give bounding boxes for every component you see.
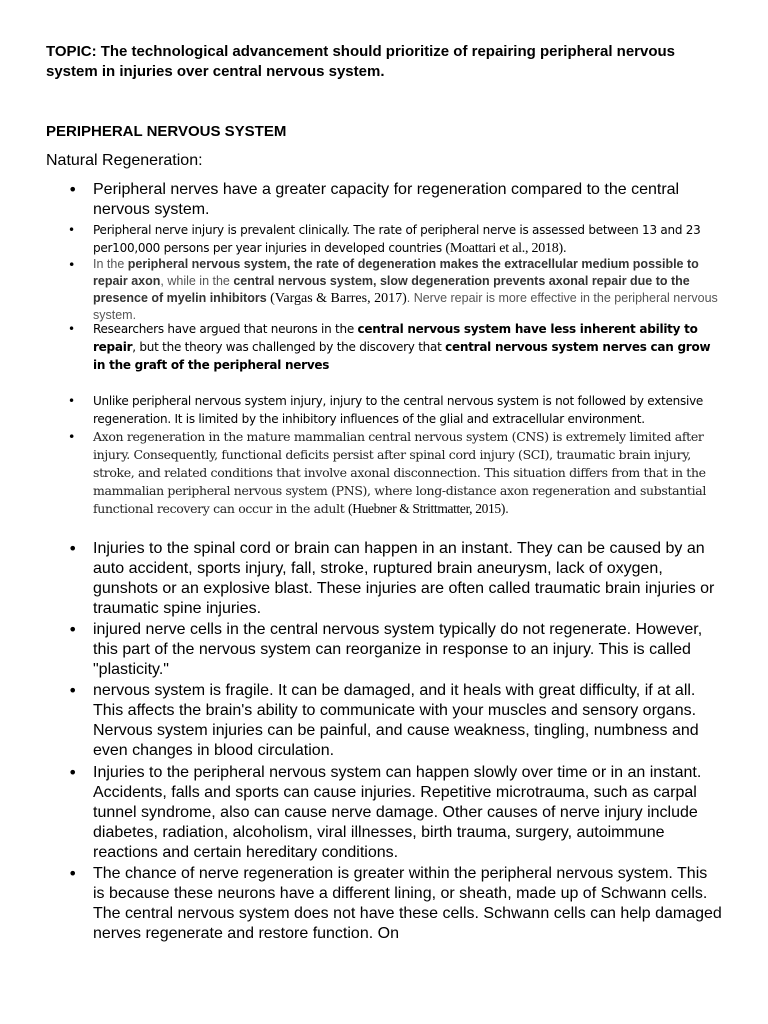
bullet-text-end: . <box>504 501 509 516</box>
bullet-item-4 <box>93 320 723 374</box>
bullet-item-5: • Unlike peripheral nervous system injury, injury to the central nervous system is not followed by extensive regeneration. It is limited by the inhibitory influences of the glial and extracellular environment. <box>93 392 723 428</box>
bullet-item-1: • Peripheral nerves have a greater capacity for regeneration compared to the central nervous system. <box>93 180 723 220</box>
bullet-text-end: . <box>562 241 567 255</box>
bullet-text: , while in the <box>160 274 234 288</box>
bullet-item-8: • injured nerve cells in the central nervous system typically do not regenerate. However, this part of the nervous system can reorganize in response to an injury. This is called "plasticity." <box>93 620 723 680</box>
bullet-item-3 <box>93 256 723 324</box>
bullet-text: Researchers have argued that neurons in the <box>93 322 358 336</box>
topic-heading: TOPIC: The technological advancement should prioritize of repairing peripheral nervous system in injuries over central nervous system. <box>46 43 676 80</box>
bullet-text: Peripheral nerve injury is prevalent clinically. The rate of peripheral nerve is assessed between 13 and 23 per100,000 persons per year injuries in developed countries <box>93 223 701 255</box>
bullet-text: Axon regeneration in the mature mammalian central nervous system (CNS) is extremely limited after injury. Consequently, functional deficits persist after spinal cord injury (SCI), traumatic brain injury, stroke, and related conditions that involve axonal disconnection. This situation differs from that in the mammalian peripheral nervous system (PNS), where long-distance axon regeneration and substantial functional recovery can occur in the adult <box>93 429 706 516</box>
bold-text: central nervous system, slow degeneration prevents axonal repair due to the presence of myelin inhibitors <box>93 274 690 305</box>
bullet-item-7: • Injuries to the spinal cord or brain can happen in an instant. They can be caused by an auto accident, sports injury, fall, stroke, ruptured brain aneurysm, lack of oxygen, gunshots or an explosive blast. These injuries are often called traumatic brain injuries or traumatic spine injuries. <box>93 539 723 619</box>
bullet-item-10: • Injuries to the peripheral nervous system can happen slowly over time or in an instant. Accidents, falls and sports can cause injuries. Repetitive microtrauma, such as carpal tunnel syndrome, also can cause nerve damage. Other causes of nerve injury include diabetes, radiation, alcoholism, viral illnesses, birth trauma, surgery, autoimmune reactions and certain hereditary conditions. <box>93 763 723 863</box>
bold-text: central nervous system nerves can grow in the graft of the peripheral nerves <box>93 340 711 372</box>
bullet-text: , but the theory was challenged by the discovery that <box>132 340 446 354</box>
bullet-text: . Nerve repair is more effective in the peripheral nervous system. <box>93 291 718 322</box>
citation: (Moattari et al., 2018) <box>445 241 563 256</box>
bold-text: peripheral nervous system, the rate of degeneration makes the extracellular medium possible to repair axon <box>93 257 699 288</box>
bullet-item-2 <box>93 221 723 258</box>
bullet-text: In the <box>93 257 128 271</box>
bullet-item-9: • nervous system is fragile. It can be damaged, and it heals with great difficulty, if at all. This affects the brain's ability to communicate with your muscles and sensory organs. Nervous system injuries can be painful, and cause weakness, tingling, numbness and even changes in blood circulation. <box>93 681 723 761</box>
bullet-item-11: • The chance of nerve regeneration is greater within the peripheral nervous system. This is because these neurons have a different lining, or sheath, made up of Schwann cells. The central nervous system does not have these cells. Schwann cells can help damaged nerves regenerate and restore function. On <box>93 864 723 944</box>
citation: (Vargas & Barres, 2017) <box>270 291 407 306</box>
bullet-item-6 <box>93 428 723 518</box>
citation: (Huebner & Strittmatter, 2015) <box>348 501 505 516</box>
bold-text: central nervous system have less inherent ability to repair <box>93 322 698 354</box>
subheading: Natural Regeneration: <box>46 152 203 169</box>
section-heading: PERIPHERAL NERVOUS SYSTEM <box>46 123 287 140</box>
